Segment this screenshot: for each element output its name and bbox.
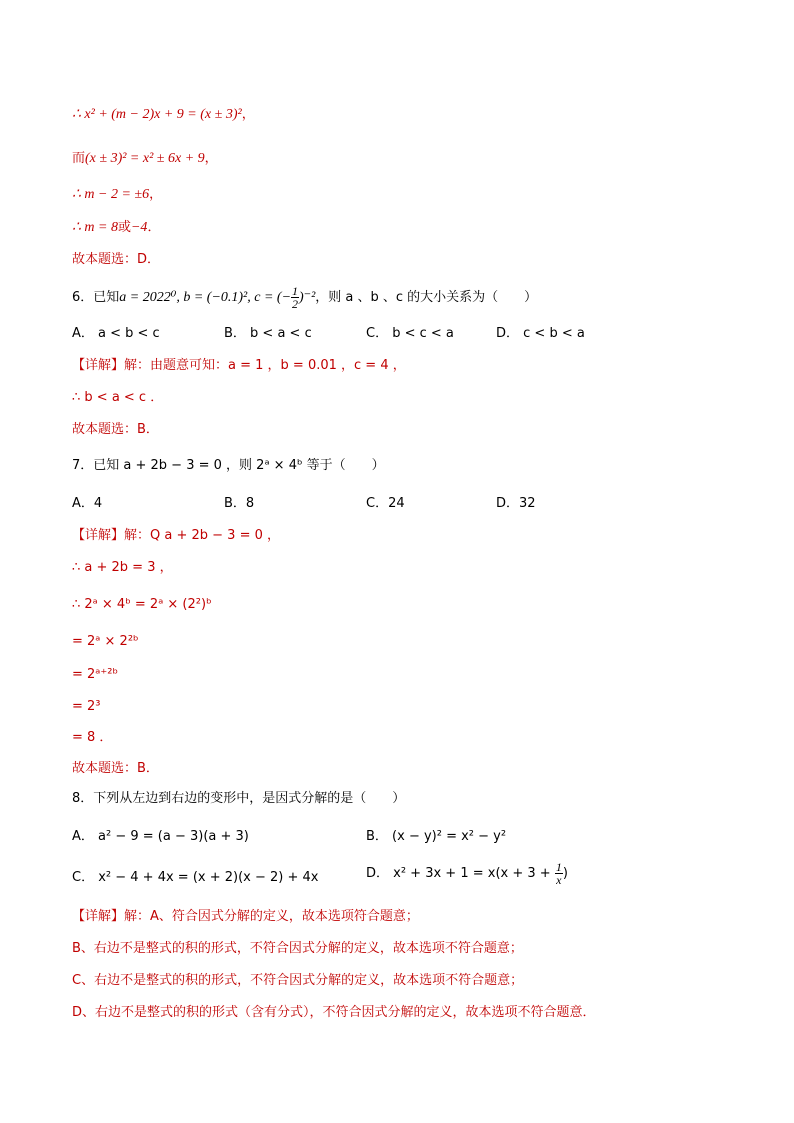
punct: ． [147,220,161,235]
q7-answer: 故本题选：B． [72,761,159,776]
equation: )⁻² [299,290,316,305]
q7-option-a: A．4 [72,496,103,511]
q6-option-a: A． a < b < c [72,326,160,341]
punct: ， [241,107,255,122]
solution-line-3 [72,186,162,204]
equation: ∴ x² + (m − 2)x + 9 = (x ± 3)² [72,107,242,122]
punct: ， [204,151,218,166]
punct: ， [149,187,163,202]
equation: ∴ m − 2 = ±6 [72,187,150,202]
detail-label: 【详解】 [72,909,125,924]
q7-step-4: = 2ᵃ⁺²ᵇ [72,667,119,682]
q8-detail [72,908,419,926]
q6-answer: 故本题选：B． [72,422,159,437]
q7-option-b: B．8 [224,496,255,511]
q8-detail-c: C、右边不是整式的积的形式，不符合因式分解的定义，故本选项不符合题意； [72,973,524,988]
text: 解：由题意可知：a = 1 ，b = 0.01 ，c = 4 ， [124,358,406,373]
fraction [291,285,299,310]
fraction [555,861,563,886]
q8-option-c: C． x² − 4 + 4x = (x + 2)(x − 2) + 4x [72,870,319,885]
equation: a = 2022⁰, b = (−0.1)², c = (− [119,290,292,305]
denominator: x [556,873,562,887]
q7-step-5: = 2³ [72,699,101,714]
equation: −4 [130,220,148,235]
numerator: 1 [555,860,562,874]
numerator: 1 [292,284,299,298]
q8-detail-b: B、右边不是整式的积的形式，不符合因式分解的定义，故本选项不符合题意； [72,941,523,956]
equation: ∴ m = 8 [72,220,118,235]
equation: (x ± 3)² = x² ± 6x + 9 [85,151,205,166]
q8-option-b: B． (x − y)² = x² − y² [366,829,507,844]
q7-step-3: = 2ᵃ × 2²ᵇ [72,634,139,649]
text: 解：Q a + 2b − 3 = 0 ， [124,528,281,543]
q8-detail-d: D、右边不是整式的积的形式（含有分式），不符合因式分解的定义，故本选项不符合题意． [72,1005,596,1020]
q6-step: ∴ b < a < c ． [72,390,164,405]
q7-detail [72,527,280,545]
text: ) [562,866,568,881]
q8-option-a: A． a² − 9 = (a − 3)(a + 3) [72,829,249,844]
q7-option-c: C．24 [366,496,405,511]
q7-step-1: ∴ a + 2b = 3 ， [72,560,173,575]
detail-label: 【详解】 [72,358,125,373]
denominator: 2 [292,297,299,311]
q7-step-2: ∴ 2ᵃ × 4ᵇ = 2ᵃ × (2²)ᵇ [72,597,212,612]
answer-line: 故本题选：D． [72,252,161,267]
q6-detail [72,357,406,375]
question-6-stem [72,285,537,310]
text: 或 [117,220,131,235]
text: 6．已知 [72,290,120,305]
text: D． x² + 3x + 1 = x(x + 3 + [366,866,555,881]
q7-option-d: D．32 [496,496,536,511]
solution-line-4 [72,219,160,237]
solution-line-1 [72,106,255,124]
text: ，则 a 、b 、c 的大小关系为（ ） [315,290,538,305]
solution-line-2 [72,150,218,168]
text: 而 [72,151,86,166]
q6-option-c: C． b < c < a [366,326,454,341]
detail-label: 【详解】 [72,528,125,543]
q8-option-d [366,861,568,886]
text: 解：A、符合因式分解的定义，故本选项符合题意； [124,909,419,924]
q6-option-b: B． b < a < c [224,326,312,341]
question-7-stem: 7．已知 a + 2b − 3 = 0 ，则 2ᵃ × 4ᵇ 等于（ ） [72,458,385,473]
question-8-stem: 8．下列从左边到右边的变形中，是因式分解的是（ ） [72,791,406,806]
q7-step-6: = 8 ． [72,730,113,745]
q6-option-d: D． c < b < a [496,326,585,341]
